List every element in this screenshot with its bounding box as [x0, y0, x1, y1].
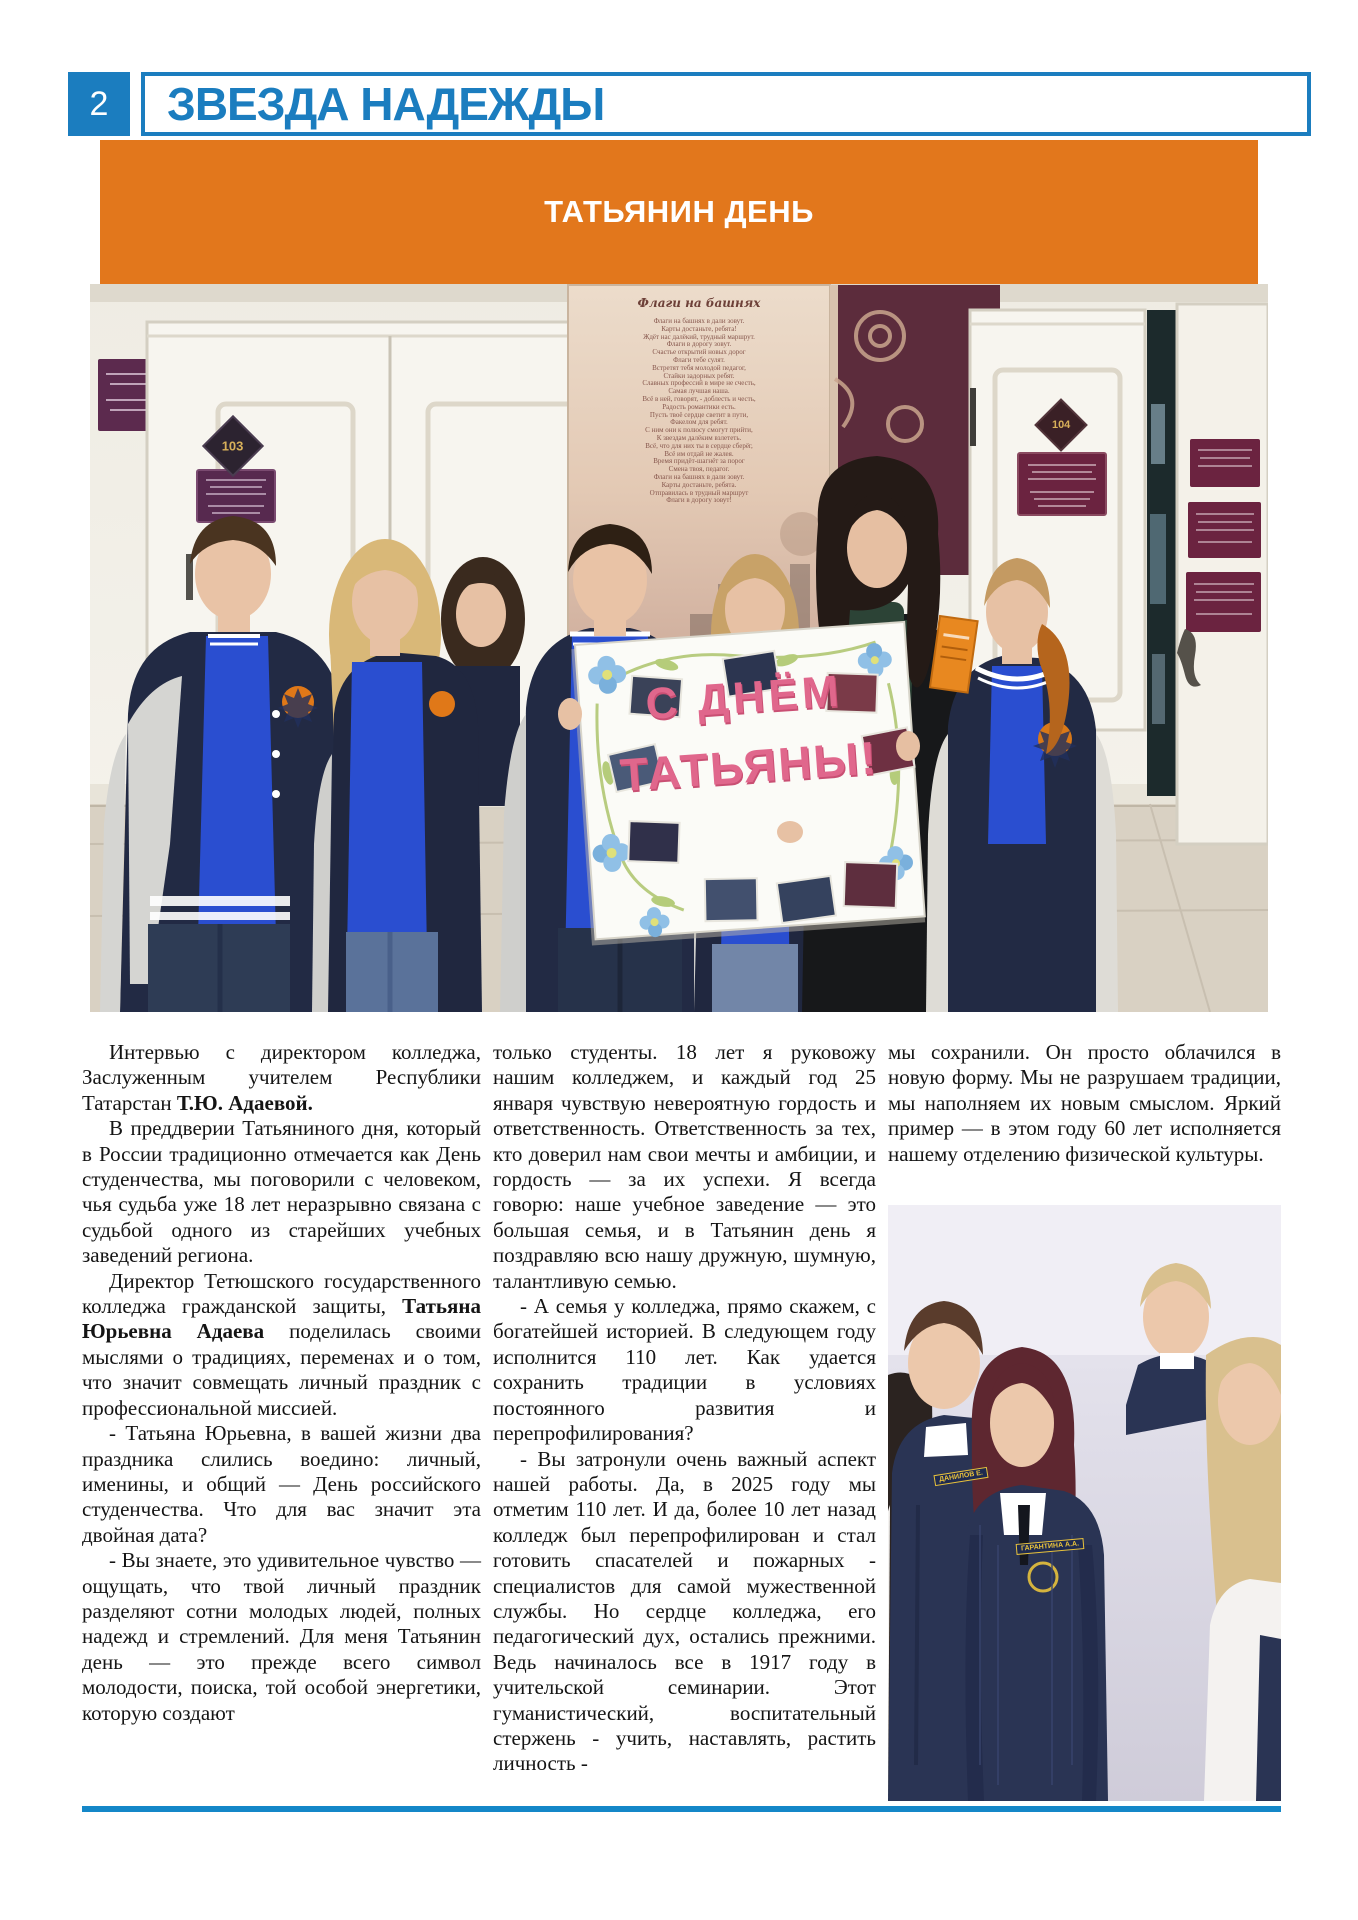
door-number-plate-104: 104: [1037, 401, 1085, 449]
name-patch-danilov: ДАНИЛОВ Е.: [933, 1467, 988, 1486]
masthead-title: ЗВЕЗДА НАДЕЖДЫ: [167, 78, 605, 130]
section-title: ТАТЬЯНИН ДЕНЬ: [544, 194, 814, 229]
section-banner: [100, 140, 1258, 284]
article-column-1: Интервью с директором колледжа, Заслуженным учителем Республики Татарстан Т.Ю. Адаевой. В преддверии Татьяниного дня, который в России традиционно отмечается как День студенчества, мы поговорили с человеком, чья судьба уже 18 лет неразрывно связана с судьбой одного из старейших учебных заведений региона. Директор Тетюшского государственного колледжа гражданской защиты, Татьяна Юрьевна Адаева поделилась своими мыслями о традициях, переменах и о том, что значит совмещать личный праздник с профессиональной миссией. - Татьяна Юрьевна, в вашей жизни два праздника слились воедино: личный, именины, и общий — День российского студенчества. Что для вас значит эта двойная дата? - Вы знаете, это удивительное чувство — ощущать, что твой личный праздник разделяют сотни молодых людей, полных надежд и стремлений. Для меня Татьянин день — это прежде всего символ молодости, поиска, той особой энергетики, которую создают: [82, 1040, 481, 1725]
masthead: [141, 72, 1311, 136]
bottom-rule: [82, 1806, 1281, 1812]
page-number: 2: [68, 72, 130, 136]
wall-poem-lines: Флаги на башнях в дали зовут. Карты достаньте, ребята! Ждёт нас далёкий, трудный маршрут. Флаги в дорогу зовут. Счастье открытий новых дорог Флаги тебе сулят. Встретят тебя молодой педагог, Стайки задорных ребят. Славных профессий в мире не счесть, Самая лучшая наша. Всё в ней, говорят, - доблесть и честь, Радость романтики есть. Пусть твоё сердце светит в пути, Факелом для ребят. С ним они к полюсу смогут прийти, К звездам далёким взлететь. Всё, что для них ты в сердце сберёг, Всё им отдай не жалея. Время придёт-шагнёт за порог Смена твоя, педагог. Флаги на башнях в дали зовут. Карты достаньте, ребята. Отправилась в трудный маршрут Флаги в дорогу зовут!: [642, 317, 756, 505]
main-photo: [90, 284, 1268, 1012]
greeting-poster-text: С ДНЁМ ТАТЬЯНЫ!: [618, 666, 880, 802]
side-photo: [888, 1205, 1281, 1801]
cadet-girl-right: [1204, 1337, 1281, 1801]
wall-poem-poster: [572, 296, 826, 505]
wall-poem-title: Флаги на башнях: [637, 296, 761, 310]
article-column-2: только студенты. 18 лет я руковожу нашим колледжем, и каждый год 25 января чувствую невероятную гордость и ответственность. Ответственность за тех, кто доверил нам свои мечты и амбиции, и гордость — за их успехи. Я всегда говорю: наше учебное заведение — это большая семья, и в Татьянин день я поздравляю всю нашу дружную, шумную, талантливую семью. - А семья у колледжа, прямо скажем, с богатейшей историей. В следующем году исполнится 110 лет. Как удается сохранить традиции в условиях постоянного развития и перепрофилирования? - Вы затронули очень важный аспект нашей работы. Да, в 2025 году мы отметим 110 лет. И да, более 10 лет назад колледж был перепрофилирован и стал готовить спасателей и пожарных - специалистов для самой мужественной службы. Но сердце колледжа, его педагогический дух, остались прежними. Ведь начиналось все в 1917 году в учительской семинарии. Этот гуманистический, воспитательный стержень - учить, наставлять, растить личность -: [493, 1040, 876, 1776]
door-number-plate-103: 103: [205, 418, 262, 475]
article-column-3: мы сохранили. Он просто облачился в новую форму. Мы не разрушаем традиции, мы наполняем их новым смыслом. Яркий пример — в этом году 60 лет исполняется нашему отделению физической культуры.: [888, 1040, 1281, 1166]
side-photo-illustration: [888, 1205, 1281, 1801]
name-patch-garantina: ГАРАНТИНА А.А.: [1016, 1538, 1085, 1555]
